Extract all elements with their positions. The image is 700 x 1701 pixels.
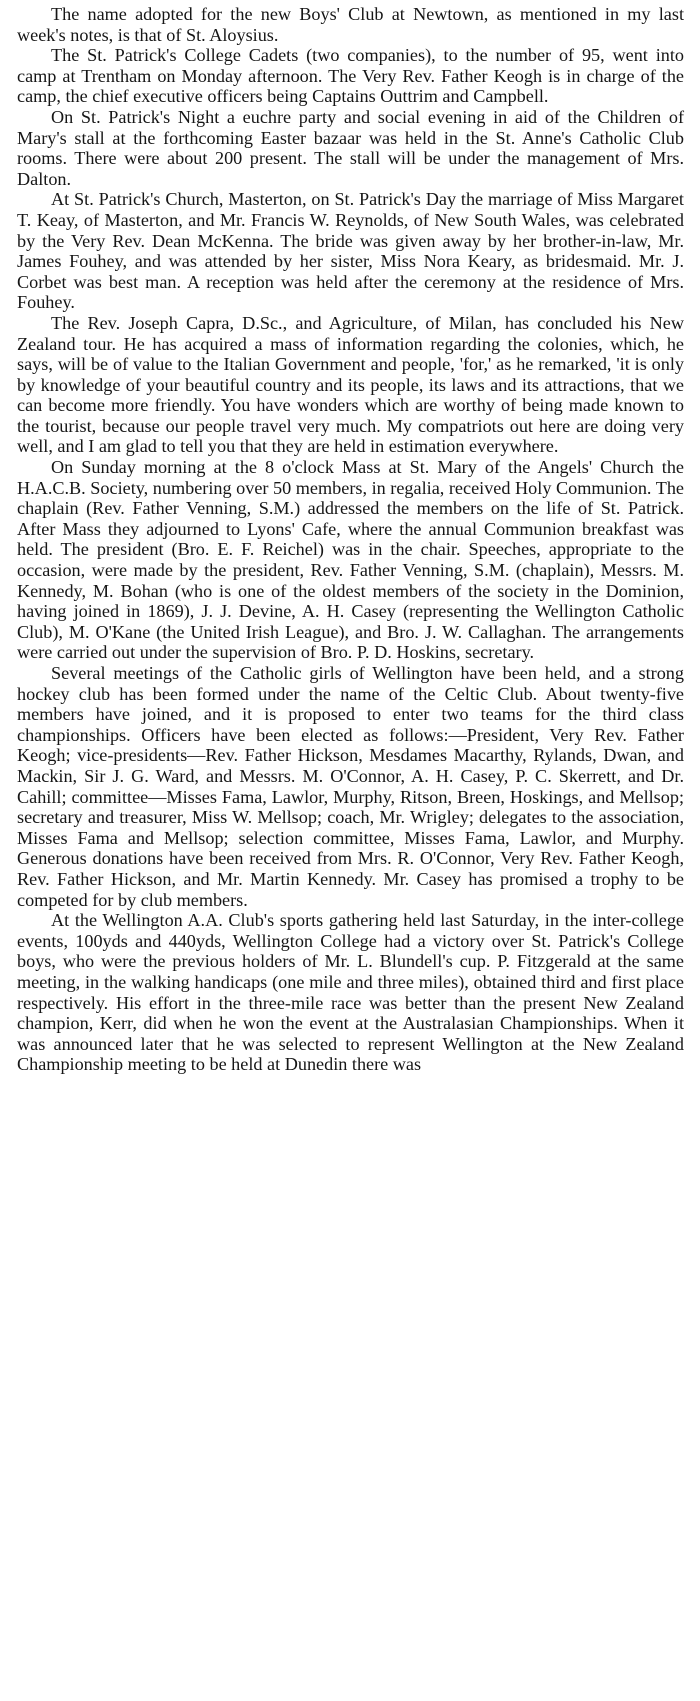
paragraph-aa-sports: At the Wellington A.A. Club's sports gathering held last Saturday, in the inter-college events, 100yds and 440yds, Wellington College had a victory over St. Patrick's College boys, who were the previous holders of Mr. L. Blundell's cup. P. Fitzgerald at the same meeting, in the walking handicaps (one mile and three miles), obtained third and first place respectively. His effort in the three-mile race was better than the present New Zealand champion, Kerr, did when he won the event at the Australasian Championships. When it was announced later that he was selected to represent Wellington at the New Zealand Championship meeting to be held at Dunedin there was — [17, 910, 684, 1075]
paragraph-boys-club: The name adopted for the new Boys' Club at Newtown, as mentioned in my last week's notes, is that of St. Aloysius. — [17, 4, 684, 45]
paragraph-hacb-communion: On Sunday morning at the 8 o'clock Mass at St. Mary of the Angels' Church the H.A.C.B. Society, numbering over 50 members, in regalia, received Holy Communion. The chaplain (Rev. Father Venning, S.M.) addressed the members on the life of St. Patrick. After Mass they adjourned to Lyons' Cafe, where the annual Communion breakfast was held. The president (Bro. E. F. Reichel) was in the chair. Speeches, appropriate to the occasion, were made by the president, Rev. Father Venning, S.M. (chaplain), Messrs. M. Kennedy, M. Bohan (who is one of the oldest members of the society in the Dominion, having joined in 1869), J. J. Devine, A. H. Casey (representing the Wellington Catholic Club), M. O'Kane (the United Irish League), and Bro. J. W. Callaghan. The arrangements were carried out under the supervision of Bro. P. D. Hoskins, secretary. — [17, 457, 684, 663]
paragraph-college-cadets: The St. Patrick's College Cadets (two companies), to the number of 95, went into camp at Trentham on Monday afternoon. The Very Rev. Father Keogh is in charge of the camp, the chief executive officers being Captains Outtrim and Campbell. — [17, 45, 684, 107]
paragraph-capra-tour: The Rev. Joseph Capra, D.Sc., and Agriculture, of Milan, has concluded his New Zealand tour. He has acquired a mass of information regarding the colonies, which, he says, will be of value to the Italian Government and people, 'for,' as he remarked, 'it is only by knowledge of your beautiful country and its people, its laws and its attractions, that we can become more friendly. You have wonders which are worthy of being made known to the tourist, because our people travel very much. My compatriots out here are doing very well, and I am glad to tell you that they are held in estimation everywhere. — [17, 312, 684, 457]
paragraph-hockey-club: Several meetings of the Catholic girls of Wellington have been held, and a strong hockey club has been formed under the name of the Celtic Club. About twenty-five members have joined, and it is proposed to enter two teams for the third class championships. Officers have been elected as follows:—President, Very Rev. Father Keogh; vice-presidents—Rev. Father Hickson, Mesdames Macarthy, Rylands, Dwan, and Mackin, Sir J. G. Ward, and Messrs. M. O'Connor, A. H. Casey, P. C. Skerrett, and Dr. Cahill; committee—Misses Fama, Lawlor, Murphy, Ritson, Breen, Hoskings, and Mellsop; secretary and treasurer, Miss W. Mellsop; coach, Mr. Wrigley; delegates to the association, Misses Fama and Mellsop; selection committee, Misses Fama, Lawlor, and Murphy. Generous donations have been received from Mrs. R. O'Connor, Very Rev. Father Keogh, Rev. Father Hickson, and Mr. Martin Kennedy. Mr. Casey has promised a trophy to be competed for by club members. — [17, 663, 684, 910]
paragraph-euchre-party: On St. Patrick's Night a euchre party and social evening in aid of the Children of Mary's stall at the forthcoming Easter bazaar was held in the St. Anne's Catholic Club rooms. There were about 200 present. The stall will be under the management of Mrs. Dalton. — [17, 106, 684, 189]
paragraph-masterton-wedding: At St. Patrick's Church, Masterton, on St. Patrick's Day the marriage of Miss Margaret T. Keay, of Masterton, and Mr. Francis W. Reynolds, of New South Wales, was celebrated by the Very Rev. Dean McKenna. The bride was given away by her brother-in-law, Mr. James Fouhey, and was attended by her sister, Miss Nora Keary, as bridesmaid. Mr. J. Corbet was best man. A reception was held after the ceremony at the residence of Mrs. Fouhey. — [17, 189, 684, 313]
